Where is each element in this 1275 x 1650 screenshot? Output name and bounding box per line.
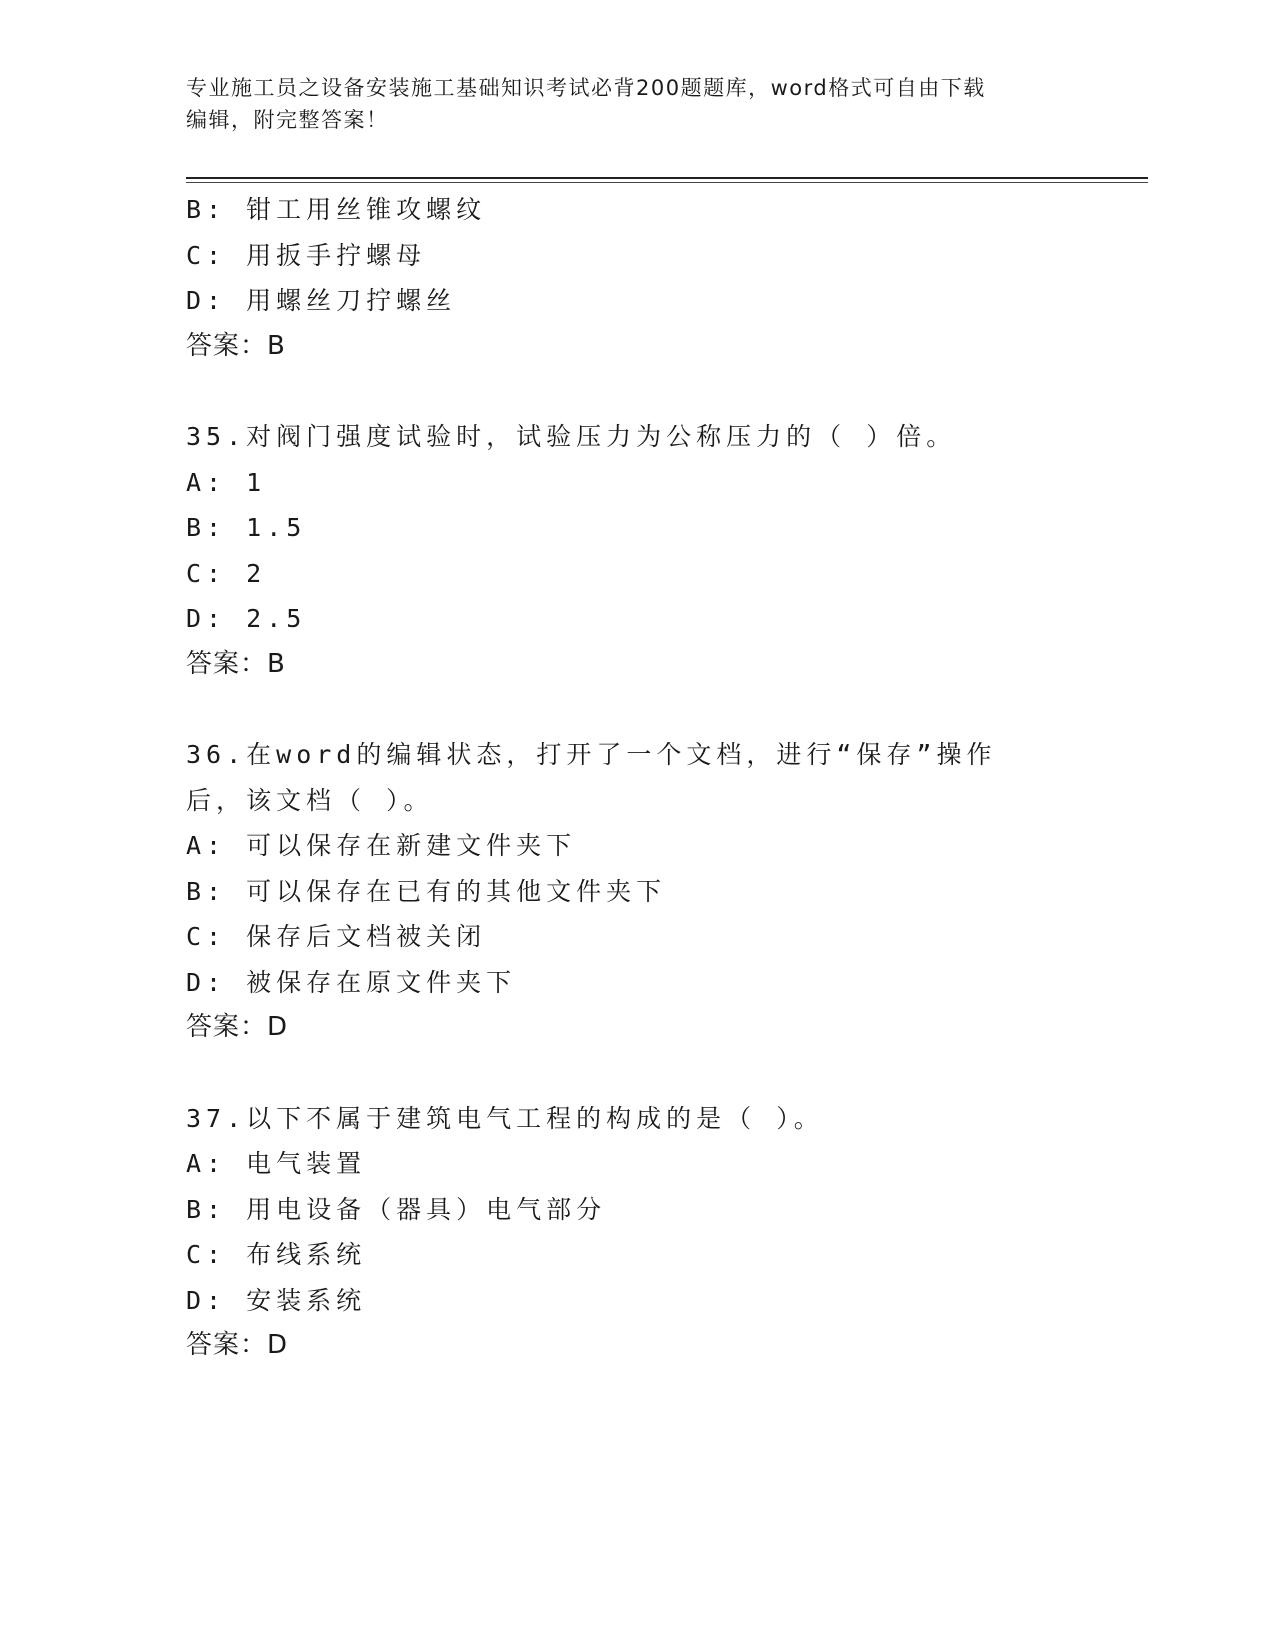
document-header [186, 72, 1066, 136]
spacer [186, 1051, 1086, 1096]
option-a: A: 电气装置 [186, 1149, 367, 1178]
option-d: D: 2.5 [186, 604, 307, 633]
option-c: C: 用扳手拧螺母 [186, 240, 427, 270]
option-a: A: 1 [186, 467, 267, 497]
answer-line: 答案：B [186, 648, 286, 679]
option-c: C: 保存后文档被关闭 [186, 922, 487, 951]
option-d: D: 安装系统 [186, 1285, 367, 1315]
header-divider-thick [186, 177, 1148, 179]
option-d: D: 被保存在原文件夹下 [186, 967, 517, 997]
question-block-prev [186, 187, 1086, 369]
header-title-line-1: 专业施工员之设备安装施工基础知识考试必背200题题库，word格式可自由下载 [186, 76, 986, 100]
option-b: B: 1.5 [186, 513, 307, 542]
option-b: B: 钳工用丝锥攻螺纹 [186, 195, 487, 224]
spacer [186, 369, 1086, 414]
option-b: B: 可以保存在已有的其他文件夹下 [186, 876, 667, 906]
question-stem: 36.在word的编辑状态，打开了一个文档，进行“保存”操作后，该文档（ ）。 [186, 740, 997, 815]
header-title-line-2: 编辑，附完整答案！ [186, 108, 389, 132]
question-stem: 37.以下不属于建筑电气工程的构成的是（ ）。 [186, 1103, 824, 1133]
question-block-37 [186, 1096, 1086, 1369]
spacer [186, 687, 1086, 732]
question-block-36 [186, 732, 1086, 1051]
option-c: C: 布线系统 [186, 1240, 367, 1269]
answer-line: 答案：D [186, 1012, 289, 1042]
option-d: D: 用螺丝刀拧螺丝 [186, 286, 457, 315]
answer-line: 答案：D [186, 1330, 289, 1360]
answer-line: 答案：B [186, 330, 286, 361]
option-b: B: 用电设备（器具）电气部分 [186, 1194, 607, 1224]
question-stem: 35.对阀门强度试验时，试验压力为公称压力的（ ）倍。 [186, 422, 957, 451]
question-list [186, 187, 1086, 1369]
header-divider-thin [186, 182, 1148, 183]
option-c: C: 2 [186, 558, 267, 588]
question-block-35 [186, 414, 1086, 687]
option-a: A: 可以保存在新建文件夹下 [186, 831, 577, 860]
